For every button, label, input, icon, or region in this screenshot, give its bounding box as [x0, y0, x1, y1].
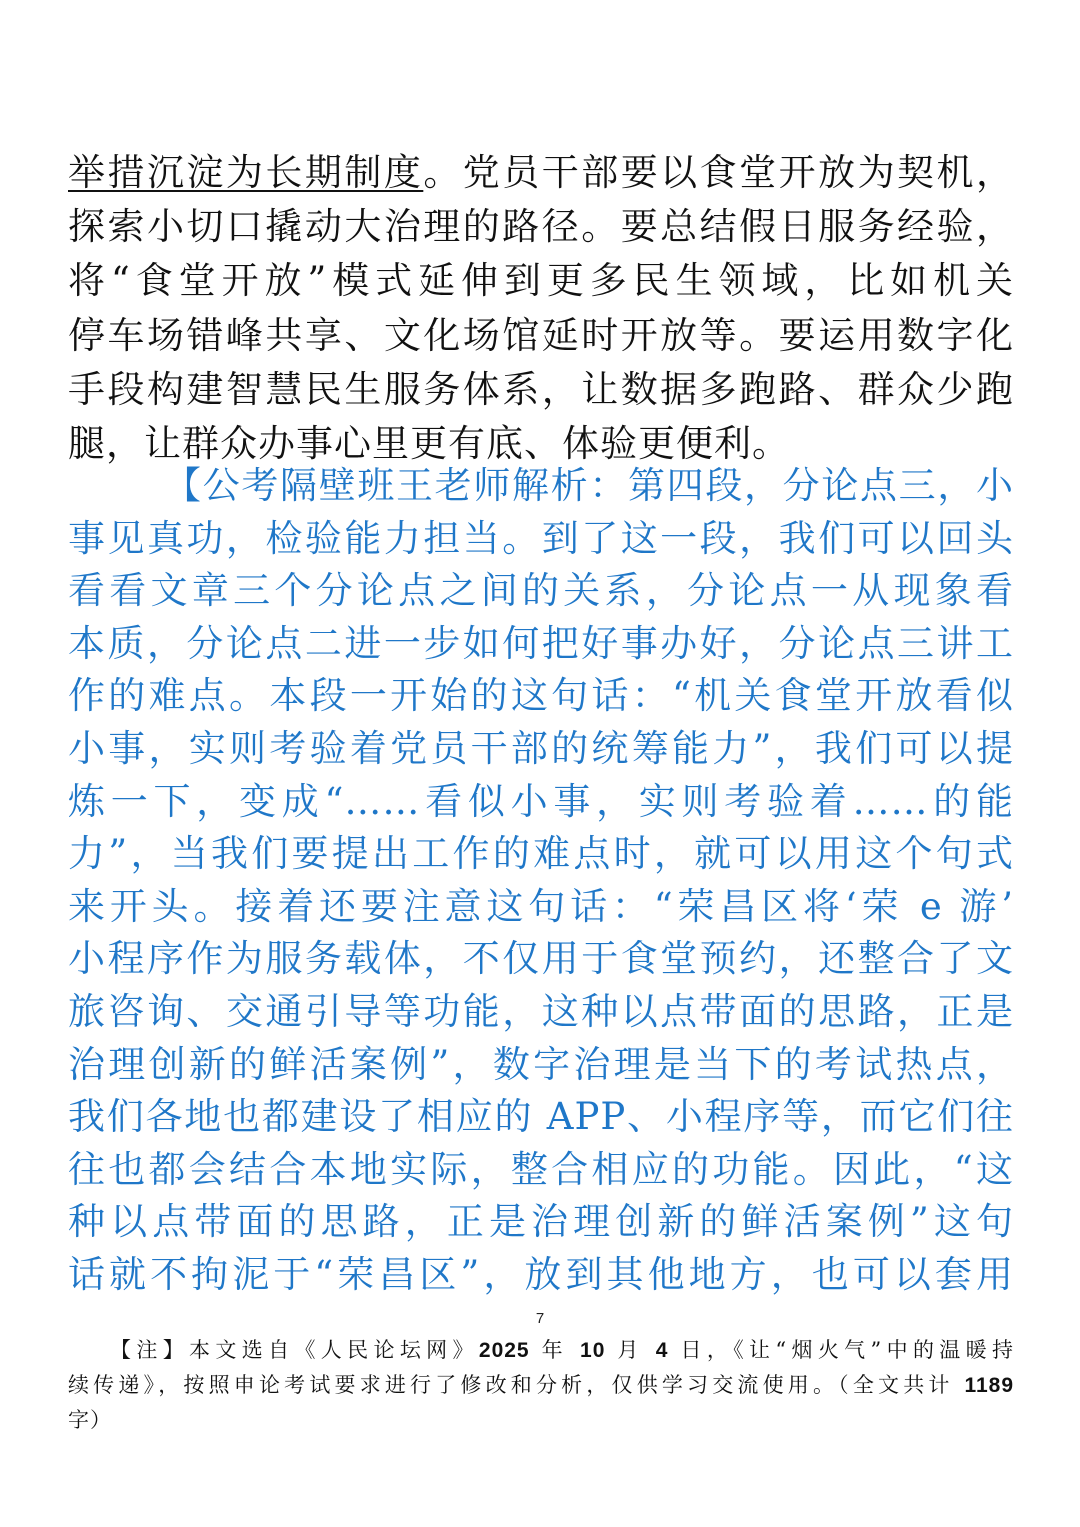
- note-month: 10: [580, 1339, 606, 1362]
- analysis-line-2: 事见真功，检验能力担当。到了这一段，我们可以回头: [68, 516, 1014, 560]
- analysis-line-9: 来开头。接着还要注意这句话：“荣昌区将‘荣 e 游’: [68, 884, 1014, 928]
- analysis-line-12: 治理创新的鲜活案例”，数字治理是当下的考试热点，: [68, 1042, 1014, 1086]
- note-line-3: 字）: [68, 1408, 112, 1432]
- analysis-line-10: 小程序作为服务载体，不仅用于食堂预约，还整合了文: [68, 937, 1014, 981]
- analysis-line-14: 往也都会结合本地实际，整合相应的功能。因此，“这: [68, 1147, 1014, 1191]
- analysis-line-1: 【公考隔壁班王老师解析：第四段，分论点三，小: [164, 464, 1014, 507]
- note-line-2-text: 续传递》，按照申论考试要求进行了修改和分析，仅供学习交流使用。（全文共计: [68, 1373, 965, 1397]
- body-paragraph: [68, 146, 1014, 471]
- note-line-1: [68, 1333, 1014, 1368]
- note-day: 4: [655, 1339, 669, 1362]
- body-line-4: 停车场错峰共享、文化场馆延时开放等。要运用数字化: [68, 313, 1014, 357]
- note-year: 2025: [478, 1339, 530, 1362]
- analysis-line-8: 力”，当我们要提出工作的难点时，就可以用这个句式: [68, 832, 1014, 876]
- analysis-line-3: 看看文章三个分论点之间的关系，分论点一从现象看: [68, 569, 1014, 613]
- note-part-4: 日，《让“烟火气”中的温暖持: [668, 1338, 1014, 1362]
- analysis-line-6: 小事，实则考验着党员干部的统筹能力”，我们可以提: [68, 726, 1014, 770]
- body-line-3: 将“食堂开放”模式延伸到更多民生领域，比如机关: [68, 259, 1014, 303]
- page-number: 7: [535, 1310, 545, 1327]
- note-part-2: 年: [529, 1338, 581, 1362]
- body-line-1-rest: 。党员干部要以食堂开放为契机，: [423, 151, 1015, 194]
- body-line-1: [68, 146, 1014, 200]
- analysis-line-4: 本质，分论点二进一步如何把好事办好，分论点三讲工: [68, 621, 1014, 665]
- analysis-line-15: 种以点带面的思路，正是治理创新的鲜活案例”这句: [68, 1200, 1014, 1244]
- underlined-phrase: 举措沉淀为长期制度: [68, 151, 424, 194]
- note-part-1: 【注】本文选自《人民论坛网》: [110, 1338, 479, 1362]
- analysis-line-13: 我们各地也都建设了相应的 APP、小程序等，而它们往: [68, 1095, 1014, 1139]
- analysis-line-11: 旅咨询、交通引导等功能，这种以点带面的思路，正是: [68, 989, 1014, 1033]
- analysis-line-7: 炼一下，变成“……看似小事，实则考验着……的能: [68, 779, 1014, 823]
- analysis-line-16: 话就不拘泥于“荣昌区”，放到其他地方，也可以套用: [68, 1252, 1014, 1296]
- body-line-5: 手段构建智慧民生服务体系，让数据多跑路、群众少跑: [68, 367, 1014, 411]
- body-line-6: 腿，让群众办事心里更有底、体验更便利。: [68, 422, 790, 466]
- source-note: [68, 1333, 1014, 1437]
- note-word-count: 1189: [964, 1374, 1014, 1397]
- body-line-2: 探索小切口撬动大治理的路径。要总结假日服务经验，: [68, 205, 1014, 249]
- note-part-3: 月: [605, 1338, 656, 1362]
- analysis-line-5: 作的难点。本段一开始的这句话：“机关食堂开放看似: [68, 674, 1014, 718]
- note-line-2: [68, 1368, 1014, 1403]
- analysis-paragraph: [68, 460, 1014, 1302]
